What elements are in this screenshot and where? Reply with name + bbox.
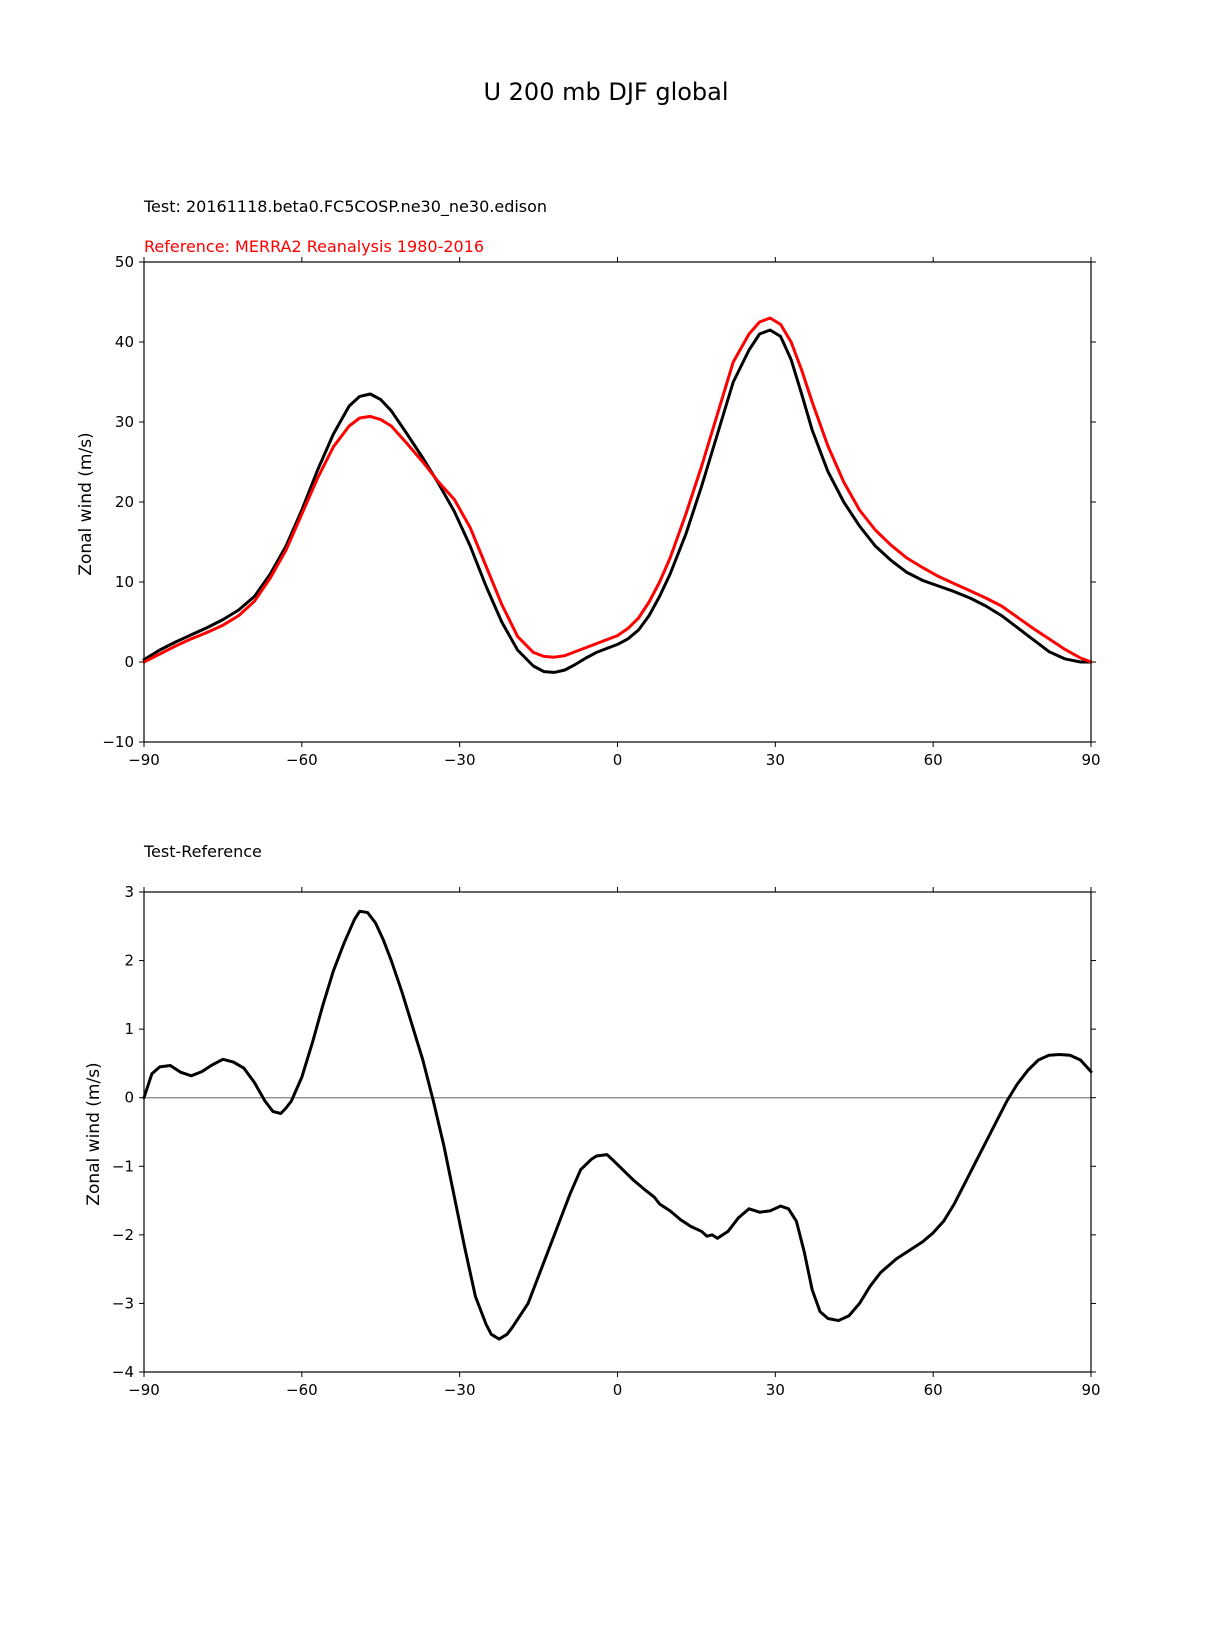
- top-panel-y-tick-label: 50: [114, 253, 134, 271]
- bottom-panel-y-tick-label: 3: [124, 883, 134, 901]
- bottom-panel-subtitle: Test-Reference: [144, 842, 262, 861]
- top-panel-x-tick-label: 0: [612, 751, 623, 769]
- bottom-panel-y-tick-label: 0: [124, 1088, 134, 1107]
- bottom-panel-y-tick-label: 1: [124, 1020, 134, 1039]
- bottom-panel-x-tick-label: −60: [286, 1381, 318, 1399]
- top-panel-y-tick-label: 0: [124, 653, 134, 671]
- top-panel-y-tick-label: 40: [114, 333, 134, 351]
- bottom-panel-x-tick-label: 0: [612, 1381, 623, 1399]
- bottom-panel-y-tick-label: −1: [111, 1157, 134, 1176]
- top-panel-y-tick-label: 20: [114, 493, 134, 511]
- bottom-panel-y-tick-label: −4: [111, 1363, 134, 1381]
- top-panel-x-tick-label: 90: [1081, 751, 1101, 769]
- top-panel-y-tick-label: 30: [114, 413, 134, 431]
- figure-title: U 200 mb DJF global: [483, 78, 729, 106]
- top-panel-subtitle-test: Test: 20161118.beta0.FC5COSP.ne30_ne30.edison: [144, 197, 548, 216]
- bottom-panel-y-tick-label: −2: [111, 1225, 134, 1244]
- top-panel-y-tick-label: −10: [102, 733, 134, 751]
- top-panel-subtitle-reference: Reference: MERRA2 Reanalysis 1980-2016: [144, 237, 485, 256]
- bottom-panel-y-tick-label: −3: [111, 1294, 134, 1313]
- bottom-panel-y-axis-label: Zonal wind (m/s): [84, 1062, 104, 1206]
- top-panel-x-tick-label: 60: [923, 751, 943, 769]
- bottom-panel-x-tick-label: 60: [923, 1381, 943, 1399]
- top-panel-x-tick-label: 30: [765, 751, 785, 769]
- bottom-panel-x-tick-label: 90: [1081, 1381, 1101, 1399]
- bottom-panel-x-tick-label: 30: [765, 1381, 785, 1399]
- bottom-panel-x-tick-label: −90: [128, 1381, 160, 1399]
- top-panel-x-tick-label: −90: [128, 751, 160, 769]
- top-panel-x-tick-label: −60: [286, 751, 318, 769]
- bottom-panel-y-tick-label: 2: [124, 951, 134, 970]
- top-panel-y-axis-label: Zonal wind (m/s): [76, 432, 96, 576]
- top-panel-y-tick-label: 10: [114, 573, 134, 591]
- bottom-panel-x-tick-label: −30: [443, 1381, 476, 1399]
- top-panel-x-tick-label: −30: [443, 751, 476, 769]
